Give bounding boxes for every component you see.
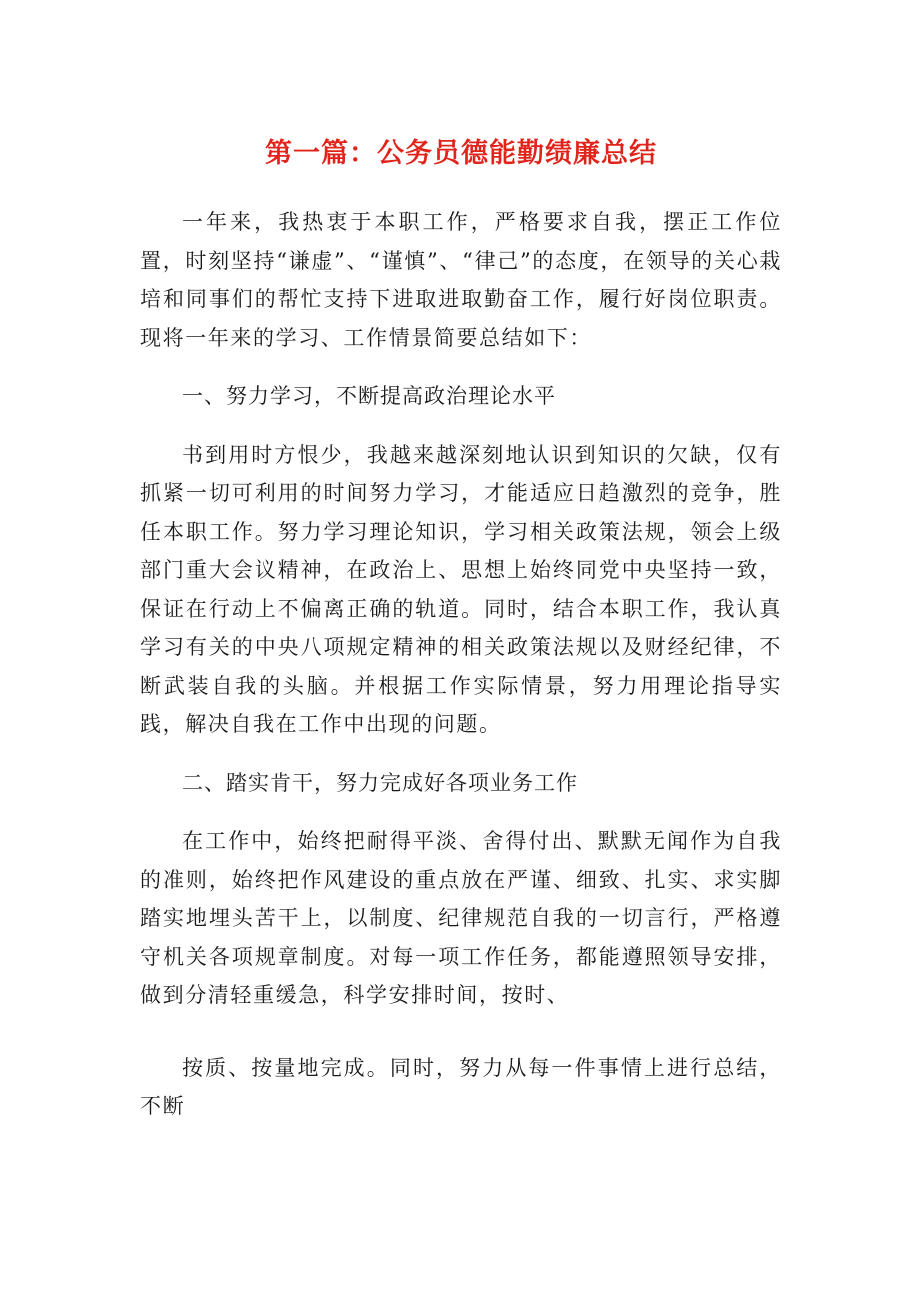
intro-paragraph: 一年来，我热衷于本职工作，严格要求自我，摆正工作位置，时刻坚持“谦虚”、“谨慎”、“律己”的态度，在领导的关心栽培和同事们的帮忙支持下进取进取勤奋工作，履行好岗位职责。现将一年来的学习、工作情景简要总结如下：	[140, 210, 782, 350]
section-body-2: 在工作中，始终把耐得平淡、舍得付出、默默无闻作为自我的准则，始终把作风建设的重点放在严谨、细致、扎实、求实脚踏实地埋头苦干上，以制度、纪律规范自我的一切言行，严格遵守机关各项规章制度。对每一项工作任务，都能遵照领导安排，做到分清轻重缓急，科学安排时间，按时、	[140, 829, 782, 1007]
section-body-1: 书到用时方恨少，我越来越深刻地认识到知识的欠缺，仅有抓紧一切可利用的时间努力学习，才能适应日趋激烈的竞争，胜任本职工作。努力学习理论知识，学习相关政策法规，领会上级部门重大会议精神，在政治上、思想上始终同党中央坚持一致，保证在行动上不偏离正确的轨道。同时，结合本职工作，我认真学习有关的中央八项规定精神的相关政策法规以及财经纪律，不断武装自我的头脑。并根据工作实际情景，努力用理论指导实践，解决自我在工作中出现的问题。	[140, 442, 782, 736]
document-title: 第一篇：公务员德能勤绩廉总结	[265, 138, 657, 169]
section-heading-1: 一、努力学习，不断提高政治理论水平	[182, 384, 556, 408]
section-body-2-continued: 按质、按量地完成。同时，努力从每一件事情上进行总结，不断	[140, 1055, 782, 1118]
section-heading-2: 二、踏实肯干，努力完成好各项业务工作	[182, 770, 578, 795]
